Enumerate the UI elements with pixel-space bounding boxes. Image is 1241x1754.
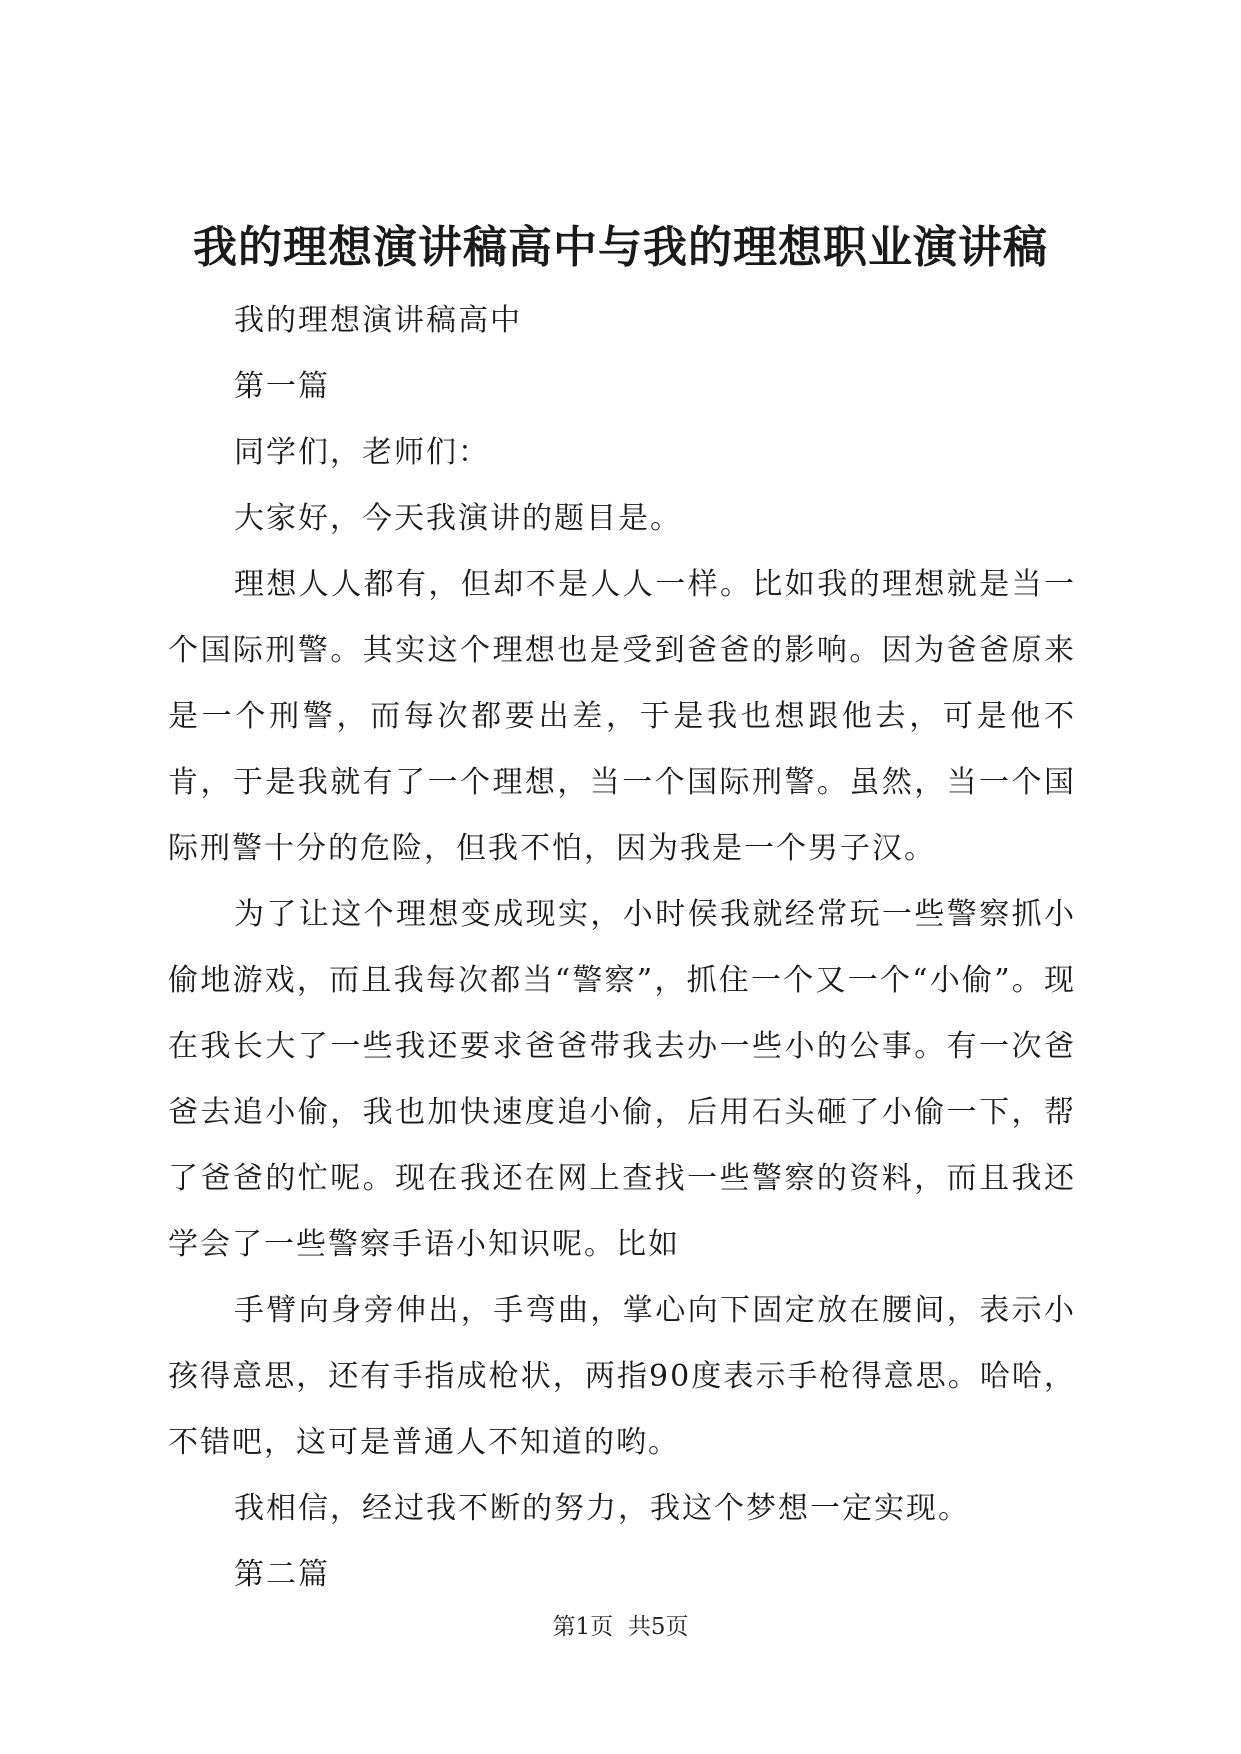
document-body: [168, 288, 1076, 1608]
body-paragraph: 我相信，经过我不断的努力，我这个梦想一定实现。: [234, 1491, 970, 1526]
page-footer: [0, 1612, 1241, 1642]
greeting-paragraph: 大家好，今天我演讲的题目是。: [234, 501, 682, 536]
salutation-paragraph: 同学们，老师们：: [234, 435, 490, 470]
page-number: 第1页: [552, 1614, 614, 1640]
document-title: 我的理想演讲稿高中与我的理想职业演讲稿: [193, 222, 1048, 273]
page-total: 共5页: [627, 1614, 689, 1640]
body-paragraph: 为了让这个理想变成现实，小时侯我就经常玩一些警察抓小偷地游戏，而且我每次都当“警察”，抓住一个又一个“小偷”。现在我长大了一些我还要求爸爸带我去办一些小的公事。有一次爸爸去追小偷，我也加快速度追小偷，后用石头砸了小偷一下，帮了爸爸的忙呢。现在我还在网上查找一些警察的资料，而且我还学会了一些警察手语小知识呢。比如: [168, 897, 1076, 1262]
body-paragraph: 手臂向身旁伸出，手弯曲，掌心向下固定放在腰间，表示小孩得意思，还有手指成枪状，两指90度表示手枪得意思。哈哈，不错吧，这可是普通人不知道的哟。: [168, 1293, 1076, 1460]
section-heading-1: 第一篇: [234, 369, 330, 404]
subtitle-paragraph: 我的理想演讲稿高中: [234, 303, 522, 338]
body-paragraph: 理想人人都有，但却不是人人一样。比如我的理想就是当一个国际刑警。其实这个理想也是受到爸爸的影响。因为爸爸原来是一个刑警，而每次都要出差，于是我也想跟他去，可是他不肯，于是我就有了一个理想，当一个国际刑警。虽然，当一个国际刑警十分的危险，但我不怕，因为我是一个男子汉。: [168, 567, 1076, 866]
section-heading-2: 第二篇: [234, 1557, 330, 1592]
